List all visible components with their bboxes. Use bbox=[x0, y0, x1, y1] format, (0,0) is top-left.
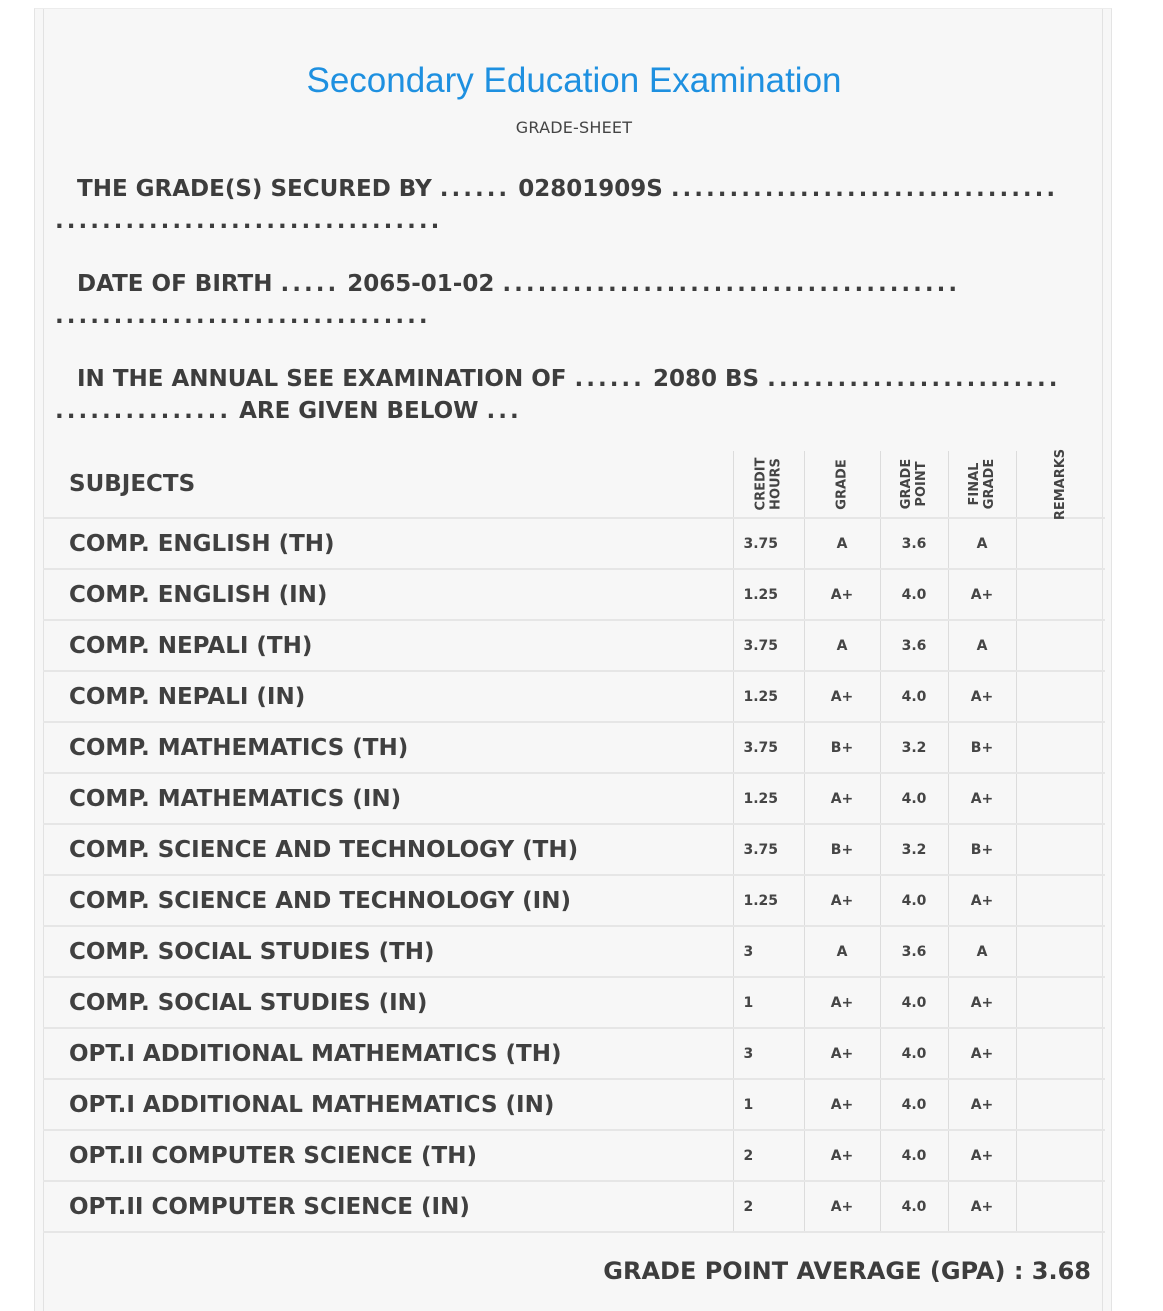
grade-cell: A+ bbox=[804, 977, 880, 1028]
dob-label: DATE OF BIRTH bbox=[77, 271, 273, 297]
table-row bbox=[43, 1028, 1105, 1079]
grade-point-cell: 3.2 bbox=[880, 824, 948, 875]
final-grade-cell: B+ bbox=[948, 824, 1016, 875]
grade-point-cell: 4.0 bbox=[880, 1181, 948, 1232]
subject-cell: OPT.I ADDITIONAL MATHEMATICS (IN) bbox=[43, 1079, 733, 1130]
credit-hours-cell: 3.75 bbox=[733, 824, 804, 875]
table-header-row bbox=[43, 451, 1105, 518]
credit-hours-cell: 1 bbox=[733, 977, 804, 1028]
grade-point-cell: 4.0 bbox=[880, 569, 948, 620]
table-row bbox=[43, 722, 1105, 773]
grades-table bbox=[43, 448, 1105, 1233]
subject-cell: OPT.I ADDITIONAL MATHEMATICS (TH) bbox=[43, 1028, 733, 1079]
subject-cell: OPT.II COMPUTER SCIENCE (TH) bbox=[43, 1130, 733, 1181]
grade-cell: A+ bbox=[804, 1028, 880, 1079]
exam-year: 2080 BS bbox=[652, 366, 760, 392]
secured-by-label: THE GRADE(S) SECURED BY bbox=[77, 176, 432, 202]
grade-point-cell: 4.0 bbox=[880, 1028, 948, 1079]
subject-cell: COMP. MATHEMATICS (IN) bbox=[43, 773, 733, 824]
grade-cell: B+ bbox=[804, 824, 880, 875]
final-grade-cell: A+ bbox=[948, 875, 1016, 926]
credit-hours-cell: 1.25 bbox=[733, 671, 804, 722]
subject-cell: OPT.II COMPUTER SCIENCE (IN) bbox=[43, 1181, 733, 1232]
exam-title: Secondary Education Examination bbox=[306, 61, 842, 100]
subject-cell: COMP. NEPALI (TH) bbox=[43, 620, 733, 671]
grade-cell: A bbox=[804, 518, 880, 569]
table-row bbox=[43, 875, 1105, 926]
header-grade-point: GRADE POINT bbox=[880, 451, 948, 518]
gpa-summary bbox=[603, 1257, 1091, 1285]
table-row bbox=[43, 1181, 1105, 1232]
remarks-cell bbox=[1016, 1028, 1105, 1079]
final-grade-cell: A bbox=[948, 926, 1016, 977]
grade-cell: A bbox=[804, 926, 880, 977]
final-grade-cell: A bbox=[948, 518, 1016, 569]
subject-cell: COMP. SCIENCE AND TECHNOLOGY (IN) bbox=[43, 875, 733, 926]
symbol-number: 02801909S bbox=[518, 176, 663, 202]
subject-cell: COMP. ENGLISH (IN) bbox=[43, 569, 733, 620]
grade-point-cell: 4.0 bbox=[880, 1079, 948, 1130]
credit-hours-cell: 3 bbox=[733, 926, 804, 977]
subject-cell: COMP. MATHEMATICS (TH) bbox=[43, 722, 733, 773]
table-row bbox=[43, 824, 1105, 875]
remarks-cell bbox=[1016, 977, 1105, 1028]
credit-hours-cell: 2 bbox=[733, 1181, 804, 1232]
grade-point-cell: 4.0 bbox=[880, 977, 948, 1028]
exam-block: IN THE ANNUAL SEE EXAMINATION OF ...... 2080 BS ......................... ............... ARE GIVEN BELOW ... bbox=[55, 366, 1061, 424]
final-grade-cell: B+ bbox=[948, 722, 1016, 773]
remarks-cell bbox=[1016, 569, 1105, 620]
gpa-label: GRADE POINT AVERAGE (GPA) : bbox=[603, 1257, 1024, 1285]
table-row bbox=[43, 518, 1105, 569]
table-row bbox=[43, 926, 1105, 977]
credit-hours-cell: 3.75 bbox=[733, 620, 804, 671]
grade-point-cell: 3.2 bbox=[880, 722, 948, 773]
grade-point-cell: 4.0 bbox=[880, 1130, 948, 1181]
remarks-cell bbox=[1016, 1130, 1105, 1181]
final-grade-cell: A+ bbox=[948, 1181, 1016, 1232]
grade-point-cell: 3.6 bbox=[880, 926, 948, 977]
subject-cell: COMP. SOCIAL STUDIES (TH) bbox=[43, 926, 733, 977]
grade-point-cell: 3.6 bbox=[880, 620, 948, 671]
final-grade-cell: A+ bbox=[948, 1079, 1016, 1130]
remarks-cell bbox=[1016, 773, 1105, 824]
remarks-cell bbox=[1016, 1181, 1105, 1232]
credit-hours-cell: 1 bbox=[733, 1079, 804, 1130]
table-row bbox=[43, 620, 1105, 671]
remarks-cell bbox=[1016, 926, 1105, 977]
grade-point-cell: 4.0 bbox=[880, 875, 948, 926]
remarks-cell bbox=[1016, 875, 1105, 926]
remarks-cell bbox=[1016, 1079, 1105, 1130]
date-of-birth: 2065-01-02 bbox=[347, 271, 495, 297]
remarks-cell bbox=[1016, 620, 1105, 671]
table-row bbox=[43, 977, 1105, 1028]
credit-hours-cell: 2 bbox=[733, 1130, 804, 1181]
remarks-cell bbox=[1016, 722, 1105, 773]
credit-hours-cell: 1.25 bbox=[733, 773, 804, 824]
final-grade-cell: A+ bbox=[948, 671, 1016, 722]
subject-cell: COMP. ENGLISH (TH) bbox=[43, 518, 733, 569]
final-grade-cell: A+ bbox=[948, 569, 1016, 620]
table-row bbox=[43, 1130, 1105, 1181]
credit-hours-cell: 1.25 bbox=[733, 875, 804, 926]
subject-cell: COMP. SCIENCE AND TECHNOLOGY (TH) bbox=[43, 824, 733, 875]
exam-label: IN THE ANNUAL SEE EXAMINATION OF bbox=[77, 366, 567, 392]
grade-cell: A bbox=[804, 620, 880, 671]
credit-hours-cell: 3 bbox=[733, 1028, 804, 1079]
table-row bbox=[43, 671, 1105, 722]
final-grade-cell: A+ bbox=[948, 977, 1016, 1028]
given-below-text: ARE GIVEN BELOW bbox=[239, 398, 479, 424]
grade-cell: A+ bbox=[804, 875, 880, 926]
header-remarks: REMARKS bbox=[1016, 451, 1105, 518]
header-grade: GRADE bbox=[804, 451, 880, 518]
table-row bbox=[43, 773, 1105, 824]
remarks-cell bbox=[1016, 824, 1105, 875]
table-row bbox=[43, 1079, 1105, 1130]
subject-cell: COMP. NEPALI (IN) bbox=[43, 671, 733, 722]
subject-cell: COMP. SOCIAL STUDIES (IN) bbox=[43, 977, 733, 1028]
credit-hours-cell: 3.75 bbox=[733, 722, 804, 773]
grade-point-cell: 4.0 bbox=[880, 671, 948, 722]
credit-hours-cell: 1.25 bbox=[733, 569, 804, 620]
grade-cell: A+ bbox=[804, 1130, 880, 1181]
credit-hours-cell: 3.75 bbox=[733, 518, 804, 569]
grade-cell: A+ bbox=[804, 569, 880, 620]
header-credit-hours: CREDIT HOURS bbox=[733, 451, 804, 518]
remarks-cell bbox=[1016, 671, 1105, 722]
table-row bbox=[43, 569, 1105, 620]
grade-point-cell: 4.0 bbox=[880, 773, 948, 824]
sheet-subtitle: GRADE-SHEET bbox=[515, 118, 633, 137]
dob-block: DATE OF BIRTH ..... 2065-01-02 ....................................... ................................ bbox=[55, 271, 961, 329]
final-grade-cell: A+ bbox=[948, 1130, 1016, 1181]
grade-cell: A+ bbox=[804, 671, 880, 722]
header-final-grade: FINAL GRADE bbox=[948, 451, 1016, 518]
final-grade-cell: A+ bbox=[948, 1028, 1016, 1079]
final-grade-cell: A bbox=[948, 620, 1016, 671]
header-subjects: SUBJECTS bbox=[43, 451, 733, 518]
grade-cell: A+ bbox=[804, 773, 880, 824]
grade-cell: B+ bbox=[804, 722, 880, 773]
grade-sheet bbox=[34, 8, 1112, 1311]
grade-cell: A+ bbox=[804, 1181, 880, 1232]
gpa-value: 3.68 bbox=[1031, 1257, 1091, 1285]
remarks-cell bbox=[1016, 518, 1105, 569]
final-grade-cell: A+ bbox=[948, 773, 1016, 824]
secured-by-block: THE GRADE(S) SECURED BY ...... 02801909S ................................. ................................. bbox=[55, 176, 1059, 234]
grade-cell: A+ bbox=[804, 1079, 880, 1130]
grade-point-cell: 3.6 bbox=[880, 518, 948, 569]
